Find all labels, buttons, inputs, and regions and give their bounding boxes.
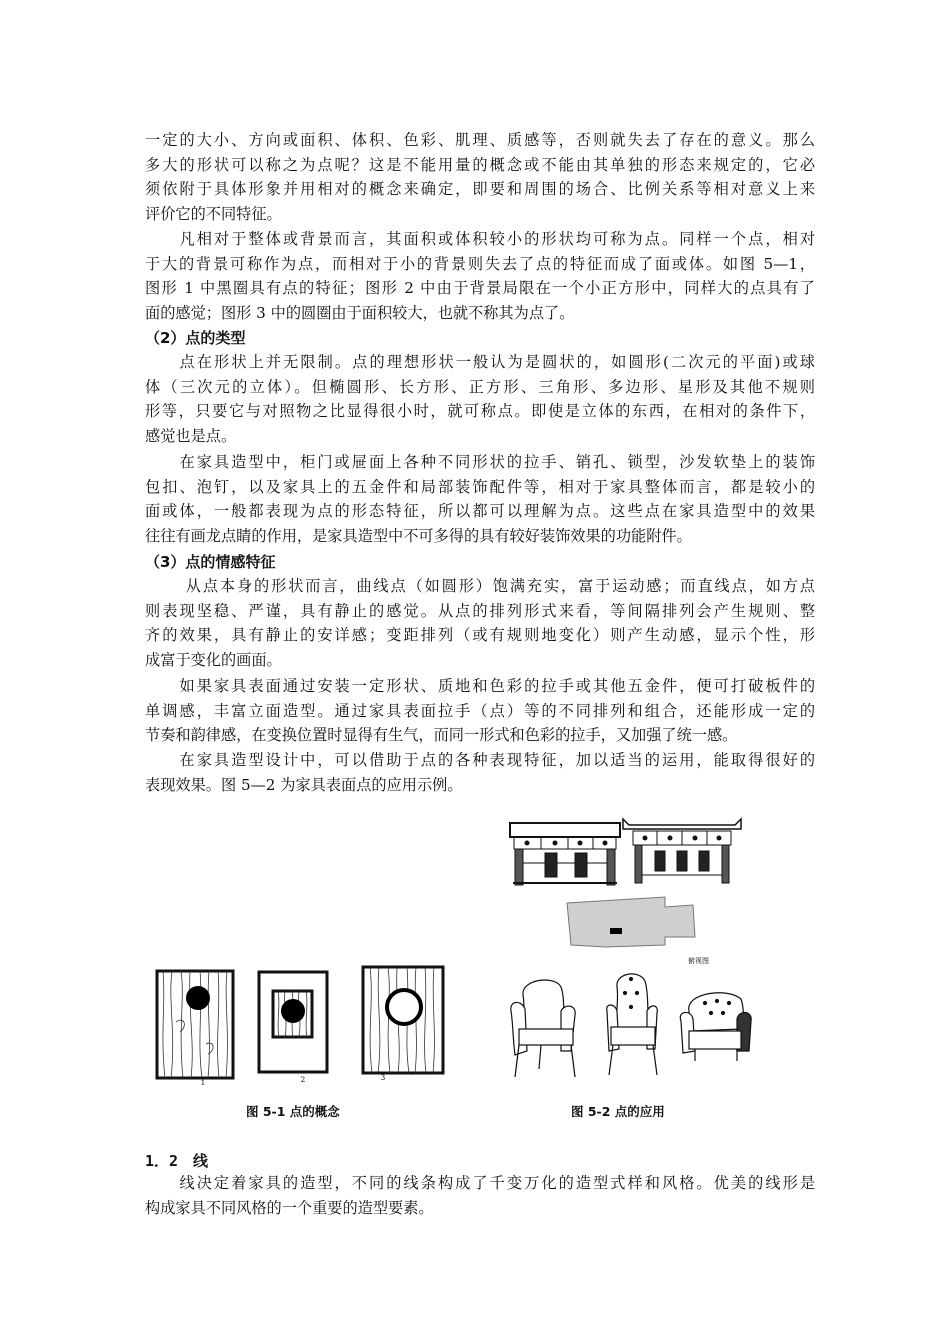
text-line: 从点本身的形状而言，曲线点（如圆形）饱满充实，富于运动感；而直线点，如方点 [145,577,815,595]
text-line: 图形 1 中黑圈具有点的特征；图形 2 中由于背景局限在一个小正方形中，同样大的点具有了 [145,279,815,298]
figure-5-1-caption: 图 5-1 点的概念 [246,1104,340,1119]
paragraph-point-shapes [145,350,815,448]
text-line: 评价它的不同特征。 [145,204,282,223]
furniture-table-2 [623,819,741,883]
figure-5-2-caption: 图 5-2 点的应用 [571,1104,665,1119]
concept-label-3: 3 [380,1074,386,1082]
figure-point-concept [148,962,448,1087]
heading-point-emotion: （3）点的情感特征 [145,553,276,571]
paragraph-line-intro [145,1171,815,1220]
text-line: 形等，只要它与对照物之比显得很小时，就可称点。即使是立体的东西，在相对的条件下， [145,402,815,421]
text-line: 单调感，丰富立面造型。通过家具表面拉手（点）等的不同排列和组合，还能形成一定的 [145,701,815,720]
furniture-armchair-3 [680,993,751,1061]
text-line: 往往有画龙点睛的作用，是家具造型中不可多得的具有较好装饰效果的功能附件。 [145,526,692,545]
paragraph-point-emotion [145,574,815,672]
furniture-armchair-2 [607,974,658,1075]
text-line: 面的感觉；图形 3 中的圆圈由于面积较大，也就不称其为点了。 [145,303,575,322]
text-line: 感觉也是点。 [145,426,237,445]
text-line: 表现效果。图 5—2 为家具表面点的应用示例。 [145,775,463,794]
concept-panel-2 [259,972,327,1072]
text-line: 体（三次元的立体）。但椭圆形、长方形、正方形、三角形、多边形、星形及其他不规则 [145,377,815,396]
concept-panel-1 [157,971,233,1078]
text-line: 构成家具不同风格的一个重要的造型要素。 [145,1198,434,1217]
text-line: 线决定着家具的造型，不同的线条构成了千变万化的造型式样和风格。优美的线形是 [145,1174,815,1192]
furniture-table-1 [510,823,620,885]
paragraph-design-usage [145,748,815,797]
text-line: 在家具造型中，柜门或屉面上各种不同形状的拉手、销孔、锁型，沙发软垫上的装饰 [145,453,815,471]
text-line: 成富于变化的画面。 [145,650,282,669]
concept-panel-3 [363,967,443,1073]
section-heading-line: 1．2 线 [145,1152,209,1170]
text-line: 于大的背景可称作为点，而相对于小的背景则失去了点的特征而成了面或体。如图 5—1， [145,254,815,273]
text-line: 面或体，一般都表现为点的形态特征，所以都可以理解为点。这些点在家具造型中的效果 [145,502,815,521]
paragraph-relative-point [145,227,815,325]
text-line: 如果家具表面通过安装一定形状、质地和色彩的拉手或其他五金件，便可打破板件的 [145,677,815,695]
text-line: 一定的大小、方向或面积、体积、色彩、肌理、质感等，否则就失去了存在的意义。那么 [145,131,815,149]
text-line: 则表现坚稳、严谨，具有静止的感觉。从点的排列形式来看，等间隔排列会产生规则、整 [145,601,815,620]
concept-label-2: 2 [300,1076,306,1084]
paragraph-furniture-points [145,450,815,548]
text-line: 齐的效果，具有静止的安详感；变距排列（或有规则地变化）则产生动感，显示个性，形 [145,626,815,645]
text-line: 多大的形状可以称之为点呢？这是不能用量的概念或不能由其单独的形态来规定的，它必 [145,155,815,174]
text-line: 须依附于具体形象并用相对的概念来确定，即要和周围的场合、比例关系等相对意义上来 [145,180,815,199]
paragraph-hardware-points [145,674,815,748]
side-view-label: 俯视图 [688,957,709,965]
concept-label-1: 1 [200,1079,206,1087]
text-line: 点在形状上并无限制。点的理想形状一般认为是圆状的，如圆形(二次元的平面)或球 [145,353,815,371]
text-line: 节奏和韵律感，在变换位置时显得有生气，而同一形式和色彩的拉手，又加强了统一感。 [145,726,738,745]
figure-point-application [505,815,770,1085]
furniture-top-view [567,897,695,947]
text-line: 包扣、泡钉，以及家具上的五金件和局部装饰配件等，相对于家具整体而言，都是较小的 [145,477,815,496]
heading-point-types: （2）点的类型 [145,329,246,347]
paragraph-intro-continued [145,128,815,226]
text-line: 凡相对于整体或背景而言，其面积或体积较小的形状均可称为点。同样一个点，相对 [145,230,815,248]
furniture-armchair-1 [511,980,575,1077]
text-line: 在家具造型设计中，可以借助于点的各种表现特征，加以适当的运用，能取得很好的 [145,751,815,769]
